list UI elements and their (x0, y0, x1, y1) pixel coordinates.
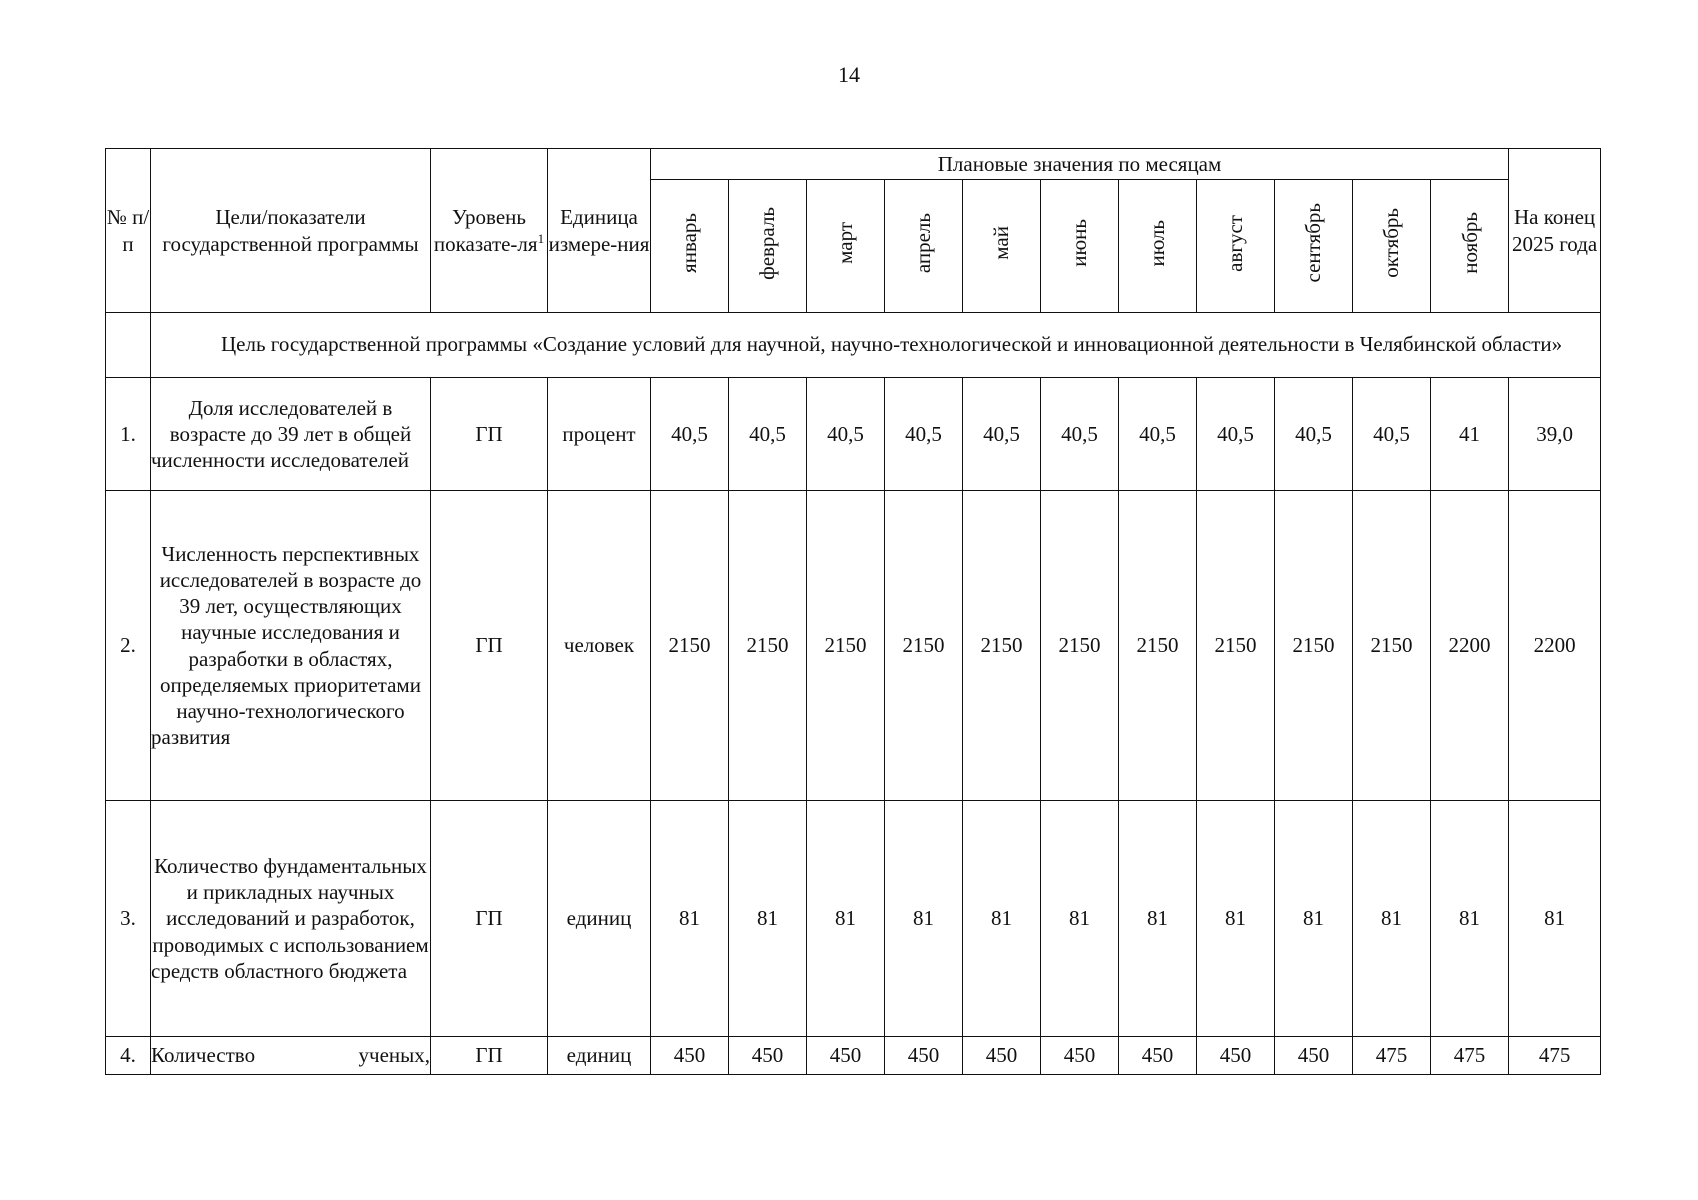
header-num: № п/п (106, 149, 151, 313)
header-month-may (963, 180, 1041, 313)
row-unit: единиц (548, 1037, 651, 1075)
value-cell: 2150 (1119, 491, 1197, 801)
row-level: ГП (431, 378, 548, 491)
value-cell: 2150 (963, 491, 1041, 801)
value-cell: 81 (729, 801, 807, 1037)
value-cell: 40,5 (1119, 378, 1197, 491)
row-name: Численность перспективных исследователей в возрасте до 39 лет, осуществляющих научные исследования и разработки в областях, определяемых приоритетами научно-технологического развития (151, 491, 431, 801)
row-level: ГП (431, 1037, 548, 1075)
value-cell: 450 (1275, 1037, 1353, 1075)
value-cell: 40,5 (1041, 378, 1119, 491)
row-name: Количество фундаментальных и прикладных научных исследований и разработок, проводимых с использованием средств областного бюджета (151, 801, 431, 1037)
indicators-table (105, 148, 1601, 1075)
header-month-feb (729, 180, 807, 313)
value-cell: 40,5 (1353, 378, 1431, 491)
header-month-nov (1431, 180, 1509, 313)
value-cell: 475 (1431, 1037, 1509, 1075)
month-label: ноябрь (1457, 212, 1482, 274)
header-monthly-plan: Плановые значения по месяцам (651, 149, 1509, 180)
header-goals: Цели/показатели государственной программы (151, 149, 431, 313)
header-level-footnote: 1 (537, 230, 545, 246)
value-cell: 2150 (1041, 491, 1119, 801)
value-cell: 450 (963, 1037, 1041, 1075)
header-unit: Единица измере-ния (548, 149, 651, 313)
goal-text: Цель государственной программы «Создание условий для научной, научно-технологической и инновационной деятельности в Челябинской области» (151, 313, 1601, 378)
value-cell: 81 (807, 801, 885, 1037)
year-end-cell: 81 (1509, 801, 1601, 1037)
month-label: январь (677, 213, 702, 273)
value-cell: 40,5 (729, 378, 807, 491)
header-month-oct (1353, 180, 1431, 313)
header-month-jan (651, 180, 729, 313)
header-month-jun (1041, 180, 1119, 313)
goal-row (106, 313, 1601, 378)
row-num: 3. (106, 801, 151, 1037)
value-cell: 2150 (729, 491, 807, 801)
month-label: сентябрь (1301, 203, 1326, 283)
month-label: февраль (755, 206, 780, 280)
table-row (106, 1037, 1601, 1075)
value-cell: 81 (885, 801, 963, 1037)
row-num: 1. (106, 378, 151, 491)
value-cell: 81 (1041, 801, 1119, 1037)
value-cell: 40,5 (885, 378, 963, 491)
value-cell: 2150 (1353, 491, 1431, 801)
value-cell: 2150 (1275, 491, 1353, 801)
value-cell: 81 (651, 801, 729, 1037)
header-month-mar (807, 180, 885, 313)
header-end-of-year: На конец 2025 года (1509, 149, 1601, 313)
header-level-text: Уровень показате-ля (433, 205, 538, 256)
value-cell: 450 (729, 1037, 807, 1075)
value-cell: 81 (1275, 801, 1353, 1037)
row-unit: процент (548, 378, 651, 491)
value-cell: 81 (1431, 801, 1509, 1037)
header-month-aug (1197, 180, 1275, 313)
header-level (431, 149, 548, 313)
value-cell: 81 (1119, 801, 1197, 1037)
value-cell: 2150 (1197, 491, 1275, 801)
month-label: октябрь (1379, 208, 1404, 278)
value-cell: 40,5 (1275, 378, 1353, 491)
value-cell: 40,5 (1197, 378, 1275, 491)
value-cell: 450 (1119, 1037, 1197, 1075)
month-label: апрель (911, 212, 936, 274)
month-label: июнь (1067, 219, 1092, 267)
year-end-cell: 39,0 (1509, 378, 1601, 491)
row-unit: единиц (548, 801, 651, 1037)
value-cell: 450 (885, 1037, 963, 1075)
month-label: июль (1145, 219, 1170, 267)
value-cell: 450 (1041, 1037, 1119, 1075)
year-end-cell: 475 (1509, 1037, 1601, 1075)
header-month-sep (1275, 180, 1353, 313)
row-level: ГП (431, 801, 548, 1037)
table-row (106, 801, 1601, 1037)
table-row (106, 378, 1601, 491)
row-num: 4. (106, 1037, 151, 1075)
header-month-jul (1119, 180, 1197, 313)
month-label: август (1223, 214, 1248, 272)
goal-empty-cell (106, 313, 151, 378)
value-cell: 2200 (1431, 491, 1509, 801)
row-level: ГП (431, 491, 548, 801)
row-unit: человек (548, 491, 651, 801)
row-name: Количество ученых, (151, 1037, 431, 1075)
month-label: март (833, 222, 858, 264)
page-number: 14 (838, 62, 860, 87)
value-cell: 475 (1353, 1037, 1431, 1075)
value-cell: 2150 (807, 491, 885, 801)
row-name: Доля исследователей в возрасте до 39 лет в общей численности исследователей (151, 378, 431, 491)
value-cell: 450 (1197, 1037, 1275, 1075)
value-cell: 40,5 (651, 378, 729, 491)
value-cell: 450 (807, 1037, 885, 1075)
value-cell: 41 (1431, 378, 1509, 491)
table-row (106, 491, 1601, 801)
year-end-cell: 2200 (1509, 491, 1601, 801)
value-cell: 81 (1197, 801, 1275, 1037)
value-cell: 450 (651, 1037, 729, 1075)
header-row-top (106, 149, 1601, 180)
value-cell: 40,5 (807, 378, 885, 491)
month-label: май (989, 226, 1014, 260)
value-cell: 2150 (885, 491, 963, 801)
value-cell: 81 (963, 801, 1041, 1037)
value-cell: 2150 (651, 491, 729, 801)
row-num: 2. (106, 491, 151, 801)
value-cell: 81 (1353, 801, 1431, 1037)
value-cell: 40,5 (963, 378, 1041, 491)
header-month-apr (885, 180, 963, 313)
